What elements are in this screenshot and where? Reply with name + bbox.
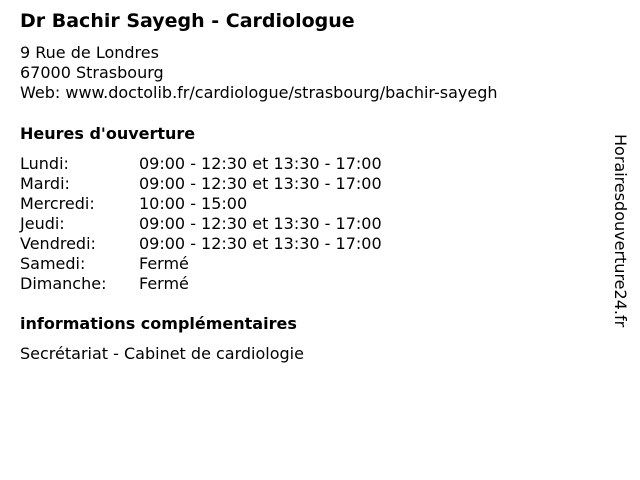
website-line: Web: www.doctolib.fr/cardiologue/strasbourg/bachir-sayegh [20,83,498,102]
hours-row-sunday [20,274,382,294]
hours-row-wednesday [20,194,382,214]
day-label: Mardi: [20,174,70,193]
additional-info-text: Secrétariat - Cabinet de cardiologie [20,344,304,363]
time-value: 10:00 - 15:00 [139,194,248,213]
time-value: Fermé [139,274,189,293]
time-value: Fermé [139,254,189,273]
day-label: Mercredi: [20,194,95,213]
day-label: Samedi: [20,254,86,273]
opening-hours-table [20,154,382,294]
day-label: Vendredi: [20,234,96,253]
day-label: Lundi: [20,154,69,173]
time-value: 09:00 - 12:30 et 13:30 - 17:00 [139,174,382,193]
day-label: Dimanche: [20,274,107,293]
time-value: 09:00 - 12:30 et 13:30 - 17:00 [139,154,382,173]
time-value: 09:00 - 12:30 et 13:30 - 17:00 [139,214,382,233]
hours-row-thursday [20,214,382,234]
day-label: Jeudi: [20,214,65,233]
hours-row-friday [20,234,382,254]
address-city: 67000 Strasbourg [20,63,164,82]
hours-row-tuesday [20,174,382,194]
address-street: 9 Rue de Londres [20,43,159,62]
hours-row-monday [20,154,382,174]
page-title: Dr Bachir Sayegh - Cardiologue [20,10,355,32]
site-watermark: Horairesdouverture24.fr [611,134,630,328]
additional-info-heading: informations complémentaires [20,314,297,333]
time-value: 09:00 - 12:30 et 13:30 - 17:00 [139,234,382,253]
opening-hours-heading: Heures d'ouverture [20,124,196,143]
address-block [20,43,498,103]
hours-row-saturday [20,254,382,274]
